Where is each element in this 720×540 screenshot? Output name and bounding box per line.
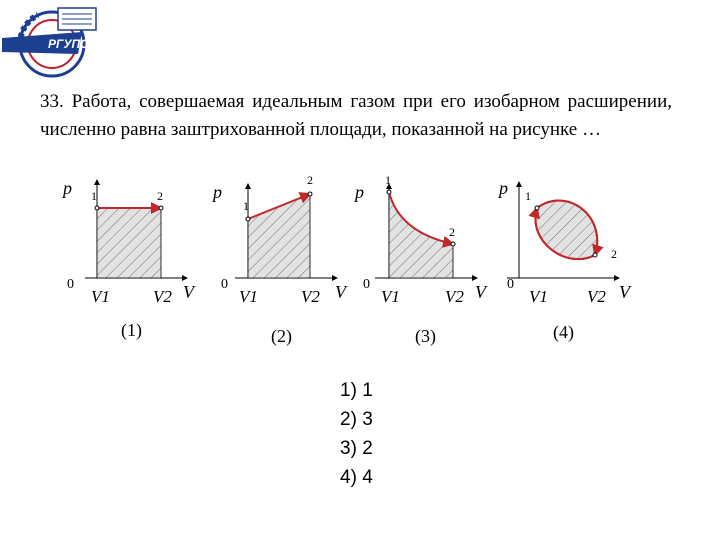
y-axis-label: p — [63, 178, 72, 198]
v1-tick: V1 — [381, 287, 400, 306]
v1-tick: V1 — [91, 287, 110, 306]
v2-tick: V2 — [587, 287, 606, 306]
point-2-label: 2 — [157, 189, 163, 203]
figure-caption: (2) — [271, 326, 292, 346]
point-2-label: 2 — [449, 225, 455, 239]
figure-4 — [497, 178, 632, 343]
answer-option-4[interactable] — [340, 463, 373, 492]
rgups-logo — [2, 2, 102, 82]
y-axis-label: p — [355, 182, 364, 202]
origin-label: 0 — [67, 277, 74, 292]
point-2-label: 2 — [307, 173, 313, 187]
figure-1 — [61, 178, 196, 341]
x-axis-label: V — [183, 282, 194, 302]
figure-caption: (3) — [415, 326, 436, 346]
answer-option-3[interactable] — [340, 434, 373, 463]
cycle-curve — [535, 201, 597, 260]
figure-caption: (1) — [121, 320, 142, 340]
v2-tick: V2 — [445, 287, 464, 306]
answer-value: 3 — [362, 409, 373, 430]
v2-tick: V2 — [153, 287, 172, 306]
point-1-label: 1 — [525, 189, 531, 203]
origin-label: 0 — [363, 277, 370, 292]
x-axis-label: V — [619, 282, 630, 302]
figure-caption: (4) — [553, 322, 574, 342]
point-2-label: 2 — [611, 247, 617, 261]
origin-label: 0 — [221, 277, 228, 292]
answer-option-1[interactable] — [340, 376, 373, 405]
point-1-label: 1 — [385, 173, 391, 187]
v2-tick: V2 — [301, 287, 320, 306]
answer-value: 1 — [362, 380, 373, 401]
x-axis-label: V — [475, 282, 486, 302]
answer-value: 2 — [362, 438, 373, 459]
answer-option-2[interactable] — [340, 405, 373, 434]
x-axis-label: V — [335, 282, 346, 302]
figure-2 — [211, 173, 348, 347]
point-1-label: 1 — [243, 199, 249, 213]
question-text: 33. Работа, совершаемая идеальным газом при его изобарном расширении, численно равна заштрихованной площади, показанной на рисунке … — [40, 91, 672, 140]
answer-number: 3) — [340, 438, 357, 459]
logo-text: РГУПС — [48, 37, 89, 51]
answer-number: 4) — [340, 467, 357, 488]
answer-number: 2) — [340, 409, 357, 430]
pv-diagrams — [55, 170, 645, 350]
figure-3 — [353, 173, 488, 347]
answer-options — [340, 376, 373, 492]
y-axis-label: p — [499, 178, 508, 198]
point-1-label: 1 — [91, 189, 97, 203]
answer-number: 1) — [340, 380, 357, 401]
y-axis-label: p — [213, 182, 222, 202]
answer-value: 4 — [362, 467, 373, 488]
v1-tick: V1 — [239, 287, 258, 306]
v1-tick: V1 — [529, 287, 548, 306]
origin-label: 0 — [507, 277, 514, 292]
